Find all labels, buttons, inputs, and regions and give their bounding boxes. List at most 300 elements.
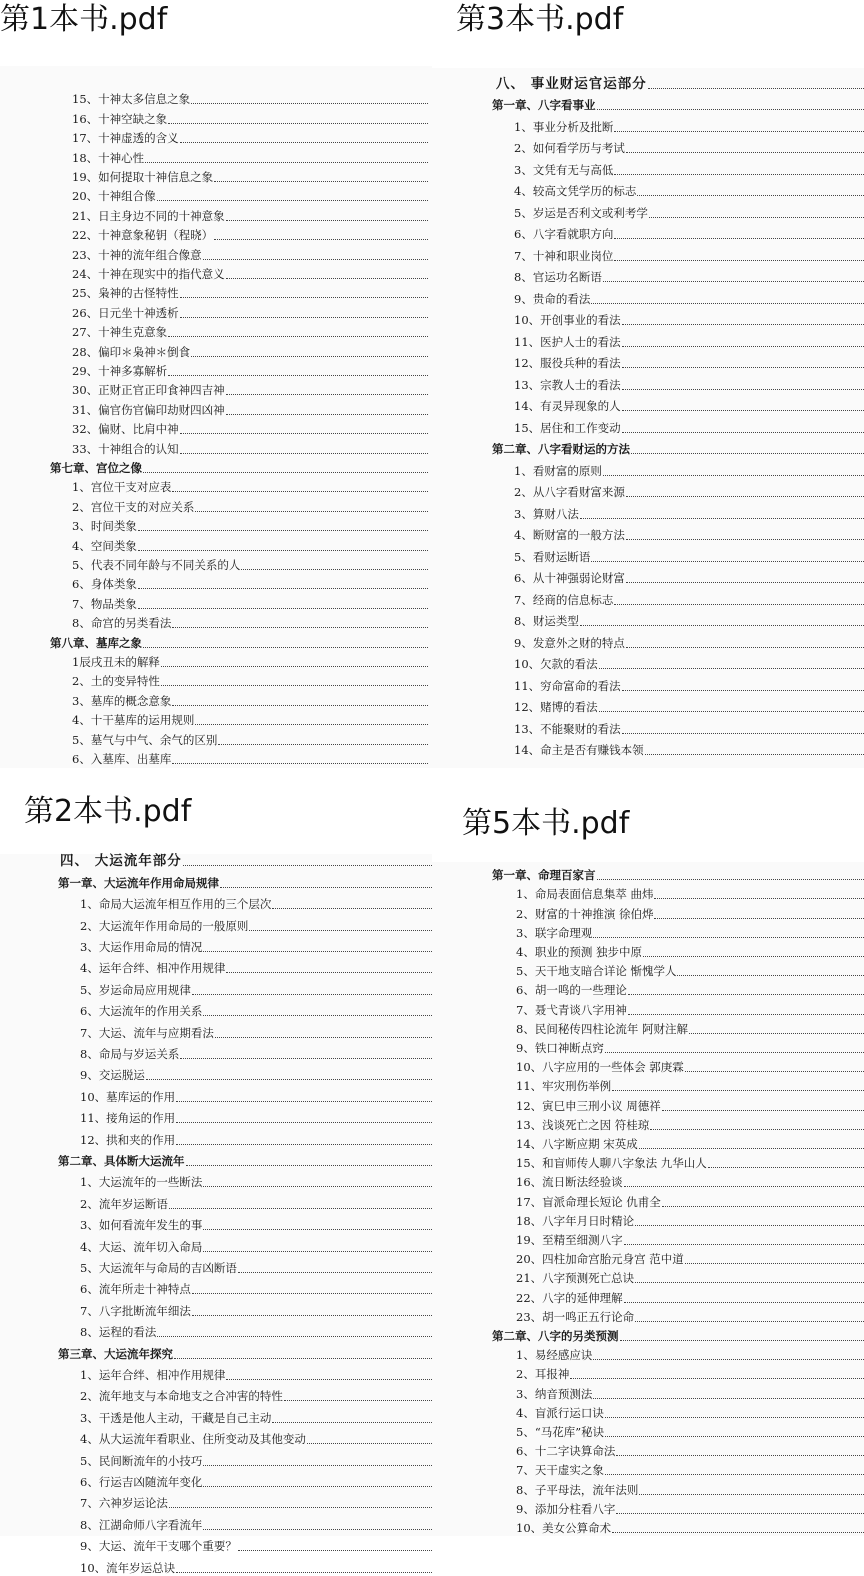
toc-entry-text: 17、盲派命理长短论 仇甫全 — [516, 1194, 661, 1210]
toc-entry — [516, 1286, 864, 1305]
toc-entry-text: 5、岁运命局应用规律 — [80, 982, 191, 998]
toc-entry — [80, 1062, 432, 1083]
panel-book-3 — [432, 0, 864, 768]
toc-entry — [72, 748, 428, 767]
toc-entry — [516, 1363, 864, 1382]
toc-entry-text: 16、十神空缺之象 — [72, 111, 167, 127]
toc-entry — [72, 418, 428, 437]
toc-entry — [514, 500, 864, 522]
toc-entry-text: 24、十神在现实中的指代意义 — [72, 266, 225, 282]
toc-entry — [514, 156, 864, 178]
file-title: 第5本书.pdf — [462, 806, 629, 842]
toc-entry — [72, 282, 428, 301]
dot-leader — [624, 1244, 864, 1245]
toc-entry-text: 6、从十神强弱论财富 — [514, 570, 625, 586]
toc-entry-text: 7、经商的信息标志 — [514, 592, 613, 608]
toc-entry-text: 2、宫位干支的对应关系 — [72, 499, 194, 515]
dot-leader — [605, 1474, 864, 1475]
toc-entry — [516, 1190, 864, 1209]
toc-entry-text: 2、土的变异特性 — [72, 673, 160, 689]
dot-leader — [238, 1272, 432, 1273]
dot-leader — [614, 174, 864, 175]
toc-entry — [80, 1041, 432, 1062]
dot-leader — [685, 1071, 864, 1072]
toc-entry — [516, 1382, 864, 1401]
toc-entry-text: 第八章、墓库之象 — [50, 635, 142, 651]
toc-entry-text: 6、身体类象 — [72, 576, 137, 592]
toc-entry-text: 31、偏官伤官偏印劫财四凶神 — [72, 402, 225, 418]
toc-entry — [72, 107, 428, 126]
panel-book-1 — [0, 0, 432, 768]
dot-leader — [226, 1379, 432, 1380]
toc-entry-text: 10、墓库运的作用 — [80, 1089, 175, 1105]
toc-entry — [516, 1517, 864, 1536]
toc-entry — [516, 1267, 864, 1286]
toc-entry — [514, 565, 864, 587]
toc-entry — [514, 629, 864, 651]
toc-entry — [514, 393, 864, 415]
toc-entry — [72, 243, 428, 262]
toc-entry — [80, 1169, 432, 1190]
toc-entry-text: 15、十神太多信息之象 — [72, 91, 190, 107]
toc-entry — [80, 1212, 432, 1233]
dot-leader — [708, 1167, 864, 1168]
dot-leader — [580, 518, 864, 519]
toc-entry — [516, 1210, 864, 1229]
toc-entry — [514, 135, 864, 157]
dot-leader — [191, 356, 428, 357]
toc-entry — [80, 1105, 432, 1126]
toc-entry — [516, 998, 864, 1017]
toc-entry — [72, 263, 428, 282]
dot-leader — [662, 1110, 864, 1111]
toc-entry — [72, 437, 428, 456]
dot-leader — [622, 389, 864, 390]
toc-entry-text: 17、十神虚透的含义 — [72, 130, 179, 146]
toc-entry-text: 1、大运流年的一些断法 — [80, 1174, 202, 1190]
toc-entry-text: 9、铁口神断点窍 — [516, 1040, 604, 1056]
toc-entry-text: 5、岁运是否利文或利考学 — [514, 205, 648, 221]
toc-entry-text: 29、十神多寡解析 — [72, 363, 167, 379]
dot-leader — [593, 937, 864, 938]
toc-entry-text: 5、“马花库”秘诀 — [516, 1424, 604, 1440]
toc-entry-text: 6、入墓库、出墓库 — [72, 751, 171, 767]
toc-entry-text: 7、十神和职业岗位 — [514, 248, 613, 264]
toc-entry-text: 第一章、命理百家言 — [492, 867, 596, 883]
toc-entry — [80, 891, 432, 912]
dot-leader — [662, 1206, 864, 1207]
toc-entry — [516, 1229, 864, 1248]
toc-entry — [80, 1083, 432, 1104]
dot-leader — [677, 975, 864, 976]
toc-entry — [514, 414, 864, 436]
dot-leader — [599, 668, 864, 669]
toc-entry — [72, 398, 428, 417]
toc-entry — [516, 979, 864, 998]
dot-leader — [161, 666, 428, 667]
toc-entry — [516, 941, 864, 960]
dot-leader — [172, 705, 428, 706]
toc-entry — [72, 301, 428, 320]
toc-chapter — [492, 864, 864, 883]
toc-entry — [80, 976, 432, 997]
toc-entry — [516, 902, 864, 921]
toc-entry-text: 16、流日断法经验谈 — [516, 1174, 623, 1190]
toc-entry-text: 4、断财富的一般方法 — [514, 527, 625, 543]
toc-entry-text: 4、空间类象 — [72, 538, 137, 554]
toc-entry — [516, 1478, 864, 1497]
dot-leader — [168, 123, 428, 124]
dot-leader — [593, 1359, 864, 1360]
toc-entry — [514, 242, 864, 264]
toc-entry — [516, 1152, 864, 1171]
toc-entry — [514, 457, 864, 479]
dot-leader — [631, 453, 864, 454]
toc-entry — [80, 1511, 432, 1532]
dot-leader — [639, 1494, 864, 1495]
toc-entry-text: 11、穷命富命的看法 — [514, 678, 621, 694]
toc-entry — [514, 715, 864, 737]
toc-entry-text: 15、和盲师传人聊八字象法 九华山人 — [516, 1155, 707, 1171]
dot-leader — [637, 195, 864, 196]
panel-book-5 — [432, 768, 864, 1536]
toc-entry-text: 13、浅谈死亡之因 符桂琼 — [516, 1117, 649, 1133]
toc-entry — [514, 371, 864, 393]
toc-entry — [72, 495, 428, 514]
dot-leader — [143, 647, 428, 648]
file-title: 第1本书.pdf — [0, 2, 167, 38]
dot-leader — [635, 1282, 864, 1283]
toc-entry-text: 4、盲派行运口诀 — [516, 1405, 604, 1421]
toc-entry-text: 9、大运、流年干支哪个重要？ — [80, 1538, 237, 1554]
dot-leader — [218, 744, 428, 745]
toc-entry — [80, 1383, 432, 1404]
toc-entry-text: 8、江湖命师八字看流年 — [80, 1517, 202, 1533]
toc-entry-text: 4、职业的预测 独步中原 — [516, 944, 642, 960]
toc-entry-text: 20、十神组合像 — [72, 188, 156, 204]
toc-entry — [80, 934, 432, 955]
toc-entry-text: 第七章、宫位之像 — [50, 460, 142, 476]
dot-leader — [570, 1378, 864, 1379]
toc-entry — [516, 1056, 864, 1075]
dot-leader — [616, 1513, 864, 1514]
dot-leader — [626, 582, 864, 583]
toc-entry-text: 27、十神生克意象 — [72, 324, 167, 340]
dot-leader — [628, 1014, 864, 1015]
dot-leader — [624, 1302, 864, 1303]
dot-leader — [614, 131, 864, 132]
dot-leader — [180, 317, 428, 318]
toc-entry-text: 10、流年岁运总诀 — [80, 1560, 175, 1576]
toc-entry — [514, 608, 864, 630]
dot-leader — [226, 278, 428, 279]
dot-leader — [203, 1229, 432, 1230]
dot-leader — [272, 1422, 432, 1423]
toc-entry-text: 7、物品类象 — [72, 596, 137, 612]
dot-leader — [220, 887, 432, 888]
toc-entry-text: 8、民间秘传四柱论流年 阿财注解 — [516, 1021, 688, 1037]
dot-leader — [597, 879, 864, 880]
dot-leader — [174, 1358, 432, 1359]
dot-leader — [203, 259, 428, 260]
toc-entry-text: 21、八字预测死亡总诀 — [516, 1270, 634, 1286]
file-title: 第3本书.pdf — [456, 2, 623, 38]
dot-leader — [614, 604, 864, 605]
dot-leader — [214, 181, 428, 182]
dot-leader — [272, 908, 432, 909]
toc-entry-text: 第二章、具体断大运流年 — [58, 1153, 185, 1169]
toc-chapter — [492, 92, 864, 114]
dot-leader — [591, 561, 864, 562]
toc-entry-text: 8、官运功名断语 — [514, 269, 602, 285]
toc-entry — [514, 543, 864, 565]
toc-entry — [80, 1319, 432, 1340]
toc-entry — [514, 199, 864, 221]
toc-entry-text: 第二章、八字看财运的方法 — [492, 441, 630, 457]
dot-leader — [307, 1443, 432, 1444]
toc-entry — [516, 1498, 864, 1517]
toc-entry — [80, 1447, 432, 1468]
dot-leader — [169, 1507, 432, 1508]
toc-entry — [514, 522, 864, 544]
toc-entry-text: 8、财运类型 — [514, 613, 579, 629]
toc-entry-text: 第三章、大运流年探究 — [58, 1346, 173, 1362]
toc-entry-text: 12、拱和夹的作用 — [80, 1132, 175, 1148]
toc-entry — [516, 1402, 864, 1421]
dot-leader — [203, 1486, 432, 1487]
dot-leader — [654, 898, 864, 899]
dot-leader — [192, 1315, 432, 1316]
toc-entry — [80, 1533, 432, 1554]
toc-section — [60, 848, 432, 869]
toc-entry — [72, 360, 428, 379]
toc-entry-text: 30、正财正官正印食神四吉神 — [72, 382, 225, 398]
toc-entry-text: 8、运程的看法 — [80, 1324, 156, 1340]
dot-leader — [226, 414, 428, 415]
toc-entry — [72, 379, 428, 398]
toc-entry-text: 22、十神意象秘钥（程晓） — [72, 227, 213, 243]
dot-leader — [624, 1186, 864, 1187]
dot-leader — [599, 711, 864, 712]
toc-entry — [516, 1133, 864, 1152]
toc-entry — [72, 709, 428, 728]
dot-leader — [203, 951, 432, 952]
toc-entry — [72, 185, 428, 204]
dot-leader — [622, 346, 864, 347]
toc-entry-text: 八、 事业财运官运部分 — [496, 72, 647, 92]
dot-leader — [192, 994, 432, 995]
toc-entry — [80, 1426, 432, 1447]
dot-leader — [622, 367, 864, 368]
toc-entry — [516, 1306, 864, 1325]
toc-entry-text: 1、命局表面信息集萃 曲炜 — [516, 886, 653, 902]
toc-entry-text: 10、欠款的看法 — [514, 656, 598, 672]
toc-entry — [80, 1019, 432, 1040]
dot-leader — [685, 1263, 864, 1264]
toc-entry-text: 2、财富的十神推演 徐伯烨 — [516, 906, 653, 922]
toc-entry-text: 23、十神的流年组合像意 — [72, 247, 202, 263]
dot-leader — [614, 238, 864, 239]
toc-entry — [516, 1421, 864, 1440]
dot-leader — [157, 200, 428, 201]
toc-entry — [514, 307, 864, 329]
dot-leader — [605, 1052, 864, 1053]
dot-leader — [238, 1550, 432, 1551]
dot-leader — [628, 994, 864, 995]
toc-entry-text: 3、大运作用命局的情况 — [80, 939, 202, 955]
toc-entry-text: 2、耳报神 — [516, 1366, 569, 1382]
toc-entry-text: 12、服役兵种的看法 — [514, 355, 621, 371]
toc-entry-text: 23、胡一鸣正五行论命 — [516, 1309, 634, 1325]
toc-entry — [516, 1018, 864, 1037]
toc-entry-text: 2、流年岁运断语 — [80, 1196, 168, 1212]
toc-entry-text: 10、美女公算命术 — [516, 1520, 611, 1536]
toc-entry — [72, 534, 428, 553]
toc-entry-text: 4、从大运流年看职业、住所变动及其他变动 — [80, 1431, 306, 1447]
dot-leader — [622, 432, 864, 433]
toc-entry — [72, 204, 428, 223]
dot-leader — [605, 1436, 864, 1437]
toc-chapter — [58, 1148, 432, 1169]
dot-leader — [241, 569, 428, 570]
toc-entry-text: 1辰戌丑未的解释 — [72, 654, 160, 670]
toc-entry-text: 4、较高文凭学历的标志 — [514, 183, 636, 199]
toc-entry-text: 4、十干墓库的运用规则 — [72, 712, 194, 728]
toc-entry-text: 4、大运、流年切入命局 — [80, 1239, 202, 1255]
toc-entry-text: 6、八字看就职方向 — [514, 226, 613, 242]
toc-page — [432, 68, 864, 768]
toc-entry-text: 3、文凭有无与高低 — [514, 162, 613, 178]
toc-entry-text: 5、民间断流年的小技巧 — [80, 1453, 202, 1469]
toc-entry-text: 4、运年合绊、相冲作用规律 — [80, 960, 225, 976]
dot-leader — [195, 511, 428, 512]
toc-entry-text: 8、子平母法，流年法则 — [516, 1482, 638, 1498]
dot-leader — [622, 324, 864, 325]
toc-entry — [72, 88, 428, 107]
toc-entry — [80, 1469, 432, 1490]
toc-entry-text: 3、算财八法 — [514, 506, 579, 522]
toc-entry-text: 3、纳音预测法 — [516, 1386, 592, 1402]
dot-leader — [168, 375, 428, 376]
dot-leader — [614, 260, 864, 261]
toc-entry — [514, 328, 864, 350]
toc-entry — [72, 224, 428, 243]
dot-leader — [186, 1165, 433, 1166]
dot-leader — [176, 1144, 432, 1145]
toc-entry — [514, 113, 864, 135]
toc-entry-text: 14、八字断应期 宋英成 — [516, 1136, 638, 1152]
toc-entry-text: 10、八字应用的一些体会 郭庚霖 — [516, 1059, 684, 1075]
toc-entry — [72, 689, 428, 708]
toc-entry-text: 11、医护人士的看法 — [514, 334, 621, 350]
toc-entry-text: 第一章、八字看事业 — [492, 97, 596, 113]
toc-entry — [516, 1248, 864, 1267]
dot-leader — [172, 763, 428, 764]
dot-leader — [214, 239, 428, 240]
toc-chapter — [50, 631, 428, 650]
toc-entry-text: 9、交运脱运 — [80, 1067, 145, 1083]
toc-entry-text: 四、 大运流年部分 — [60, 849, 182, 869]
toc-entry-text: 3、干透是他人主动，干藏是自己主动 — [80, 1410, 271, 1426]
toc-entry-text: 11、牢灾刑伤举例 — [516, 1078, 611, 1094]
toc-entry-text: 第二章、八字的另类预测 — [492, 1328, 619, 1344]
toc-entry-text: 20、四柱加命宫胎元身宫 范中道 — [516, 1251, 684, 1267]
toc-page — [432, 862, 864, 1536]
toc-entry — [516, 1171, 864, 1190]
toc-entry-text: 7、八字批断流年细法 — [80, 1303, 191, 1319]
dot-leader — [138, 530, 428, 531]
dot-leader — [226, 972, 432, 973]
dot-leader — [203, 1529, 432, 1530]
dot-leader — [203, 1251, 432, 1252]
dot-leader — [143, 472, 428, 473]
toc-entry — [514, 586, 864, 608]
toc-entry — [80, 1276, 432, 1297]
toc-entry-text: 10、开创事业的看法 — [514, 312, 621, 328]
dot-leader — [183, 865, 432, 866]
dot-leader — [626, 152, 864, 153]
dot-leader — [689, 1033, 864, 1034]
dot-leader — [654, 918, 864, 919]
toc-entry-text: 9、贵命的看法 — [514, 291, 590, 307]
dot-leader — [176, 1122, 432, 1123]
dot-leader — [172, 627, 428, 628]
dot-leader — [169, 1208, 432, 1209]
toc-entry-text: 18、八字年月日时精论 — [516, 1213, 634, 1229]
toc-entry-text: 5、墓气与中气、余气的区别 — [72, 732, 217, 748]
dot-leader — [622, 733, 864, 734]
dot-leader — [191, 103, 428, 104]
toc-chapter — [492, 1325, 864, 1344]
toc-entry — [516, 1114, 864, 1133]
dot-leader — [649, 217, 864, 218]
toc-entry — [80, 955, 432, 976]
toc-entry — [80, 1554, 432, 1575]
dot-leader — [168, 336, 428, 337]
toc-entry-text: 26、日元坐十神透析 — [72, 305, 179, 321]
toc-entry — [72, 651, 428, 670]
toc-entry-text: 2、从八字看财富来源 — [514, 484, 625, 500]
dot-leader — [180, 297, 428, 298]
dot-leader — [226, 220, 428, 221]
toc-entry-text: 3、联字命理观 — [516, 925, 592, 941]
toc-entry-text: 13、不能聚财的看法 — [514, 721, 621, 737]
dot-leader — [157, 1336, 432, 1337]
toc-entry — [72, 573, 428, 592]
toc-entry-text: 1、易经感应诀 — [516, 1347, 592, 1363]
toc-entry-text: 18、十神心性 — [72, 150, 144, 166]
dot-leader — [215, 1037, 432, 1038]
toc-entry — [514, 350, 864, 372]
toc-entry-text: 13、宗教人士的看法 — [514, 377, 621, 393]
toc-entry — [80, 1404, 432, 1425]
toc-page — [0, 66, 432, 768]
toc-section — [496, 70, 864, 92]
dot-leader — [612, 1532, 864, 1533]
toc-entry-text: 3、如何看流年发生的事 — [80, 1217, 202, 1233]
toc-entry — [514, 694, 864, 716]
toc-entry — [72, 321, 428, 340]
toc-entry-text: 5、大运流年与命局的吉凶断语 — [80, 1260, 237, 1276]
toc-entry — [80, 998, 432, 1019]
toc-entry — [514, 285, 864, 307]
toc-entry — [80, 1362, 432, 1383]
toc-entry — [514, 178, 864, 200]
toc-entry-text: 1、事业分析及批断 — [514, 119, 613, 135]
toc-entry — [516, 1037, 864, 1056]
toc-entry — [516, 883, 864, 902]
toc-entry-text: 2、如何看学历与考试 — [514, 140, 625, 156]
